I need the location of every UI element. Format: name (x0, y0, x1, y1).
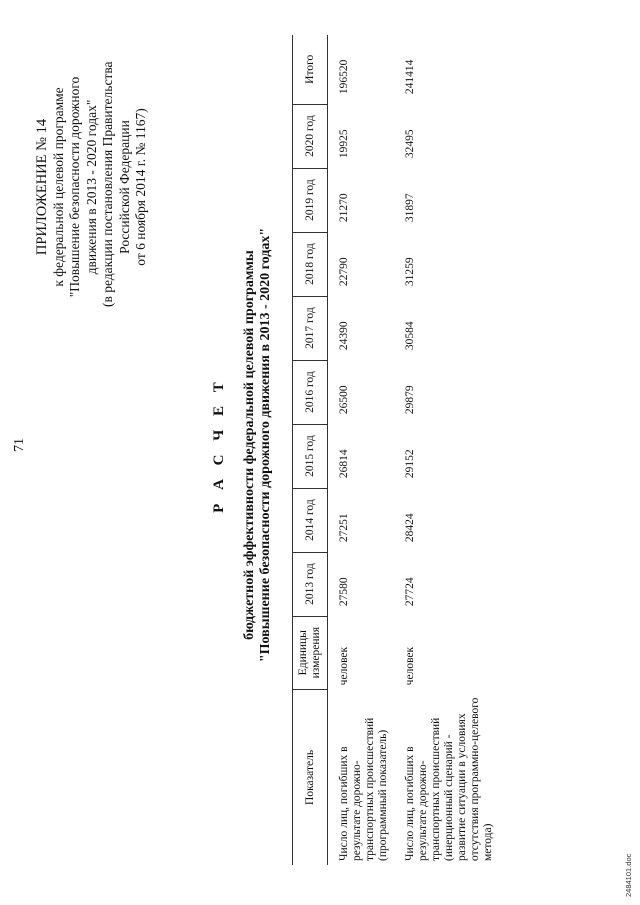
cell-total: 196520 (338, 59, 350, 95)
footer-filename: 2484101.doc (624, 853, 633, 897)
cell-value: 26814 (338, 449, 350, 479)
cell-indicator: Число лиц, погибших в результате дорожно-транспортных происшествий (программный показатель) (338, 717, 389, 861)
appendix-line: к федеральной целевой программе (50, 87, 66, 287)
title-line-2: бюджетной эффективности федеральной целевой программы (242, 250, 257, 640)
page-number: 71 (12, 438, 27, 452)
table-header-row (293, 35, 328, 865)
cell-value: 31259 (404, 257, 416, 287)
cell-value: 22790 (338, 257, 350, 287)
cell-value: 21270 (338, 193, 350, 223)
appendix-line: (в редакции постановления Правительства (100, 61, 115, 307)
header-year: 2018 год (293, 232, 328, 296)
appendix-line: Российской Федерации (116, 120, 132, 254)
appendix-line: ПРИЛОЖЕНИЕ № 14 (34, 118, 50, 256)
header-year: 2013 год (293, 552, 328, 616)
cell-value: 27580 (338, 577, 350, 607)
cell-value: 26500 (338, 385, 350, 415)
cell-value: 29879 (404, 385, 416, 415)
title-line-3: "Повышение безопасности дорожного движения в 2013 - 2020 годах" (258, 227, 273, 663)
cell-value: 32495 (404, 129, 416, 159)
header-year: 2015 год (293, 424, 328, 488)
cell-unit: человек (338, 646, 350, 686)
header-year: 2019 год (293, 168, 328, 232)
cell-value: 27724 (404, 577, 416, 607)
cell-indicator: Число лиц, погибших в результате дорожно-транспортных происшествий (инерционный сценарий - развитие ситуации в условиях отсутствия программно-целевого метода) (404, 697, 494, 861)
cell-value: 30584 (404, 321, 416, 351)
title-line-1: Р А С Ч Е Т (211, 377, 227, 513)
header-year: 2014 год (293, 488, 328, 552)
header-year: 2017 год (293, 296, 328, 360)
appendix-line: "Повышение безопасности дорожного (67, 76, 82, 298)
header-indicator: Показатель (293, 689, 328, 865)
document-title (208, 45, 274, 845)
header-year: 2016 год (293, 360, 328, 424)
appendix-line: от 6 ноября 2014 г. № 1167) (133, 108, 148, 266)
table-row (394, 35, 499, 865)
cell-value: 29152 (404, 449, 416, 479)
cell-value: 31897 (404, 193, 416, 223)
cell-unit: человек (404, 646, 416, 686)
table-row (328, 35, 395, 865)
header-unit: Единицы измерения (293, 616, 328, 689)
appendix-line: движения в 2013 - 2020 годах" (83, 99, 99, 275)
cell-total: 241414 (404, 59, 416, 95)
efficiency-table (292, 35, 499, 865)
header-year: 2020 год (293, 104, 328, 168)
cell-value: 24390 (338, 321, 350, 351)
header-total: Итого (293, 35, 328, 104)
cell-value: 19925 (338, 129, 350, 159)
appendix-block (34, 61, 150, 307)
cell-value: 27251 (338, 513, 350, 543)
cell-value: 28424 (404, 513, 416, 543)
